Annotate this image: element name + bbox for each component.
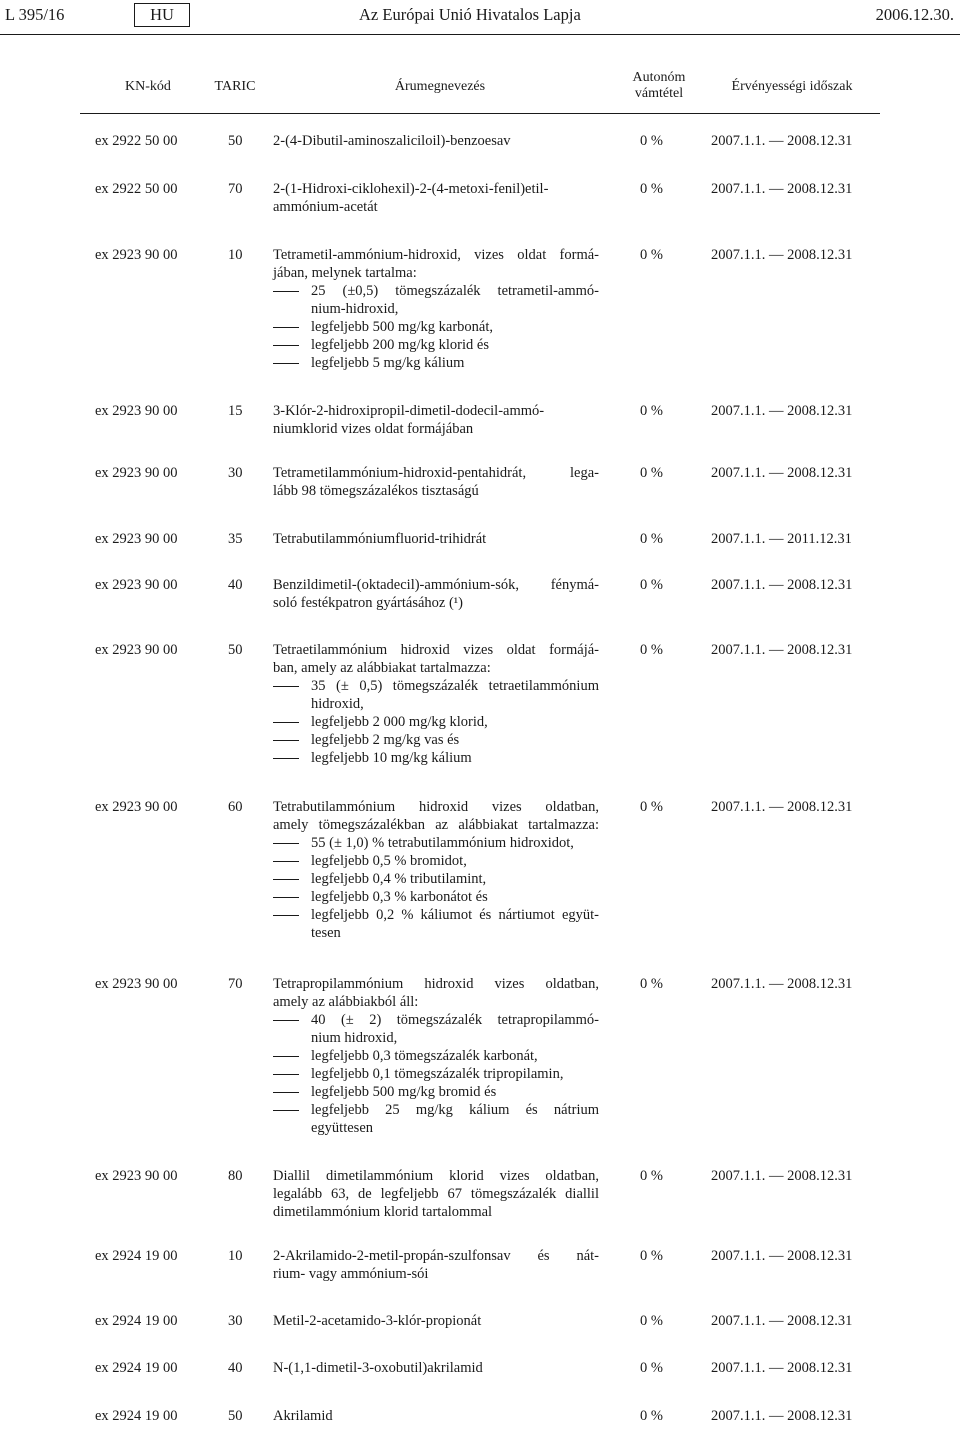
column-header-description: Árumegnevezés [394, 79, 486, 94]
validity-period-cell: 2007.1.1. — 2008.12.31 [711, 577, 853, 593]
description-line: jában, melynek tartalma: [273, 265, 417, 281]
dash-bullet-icon [273, 327, 299, 328]
validity-period-cell: 2007.1.1. — 2008.12.31 [711, 1313, 853, 1329]
taric-cell: 40 [228, 1360, 243, 1376]
duty-rate-cell: 0 % [640, 247, 663, 263]
page-reference: L 395/16 [5, 5, 65, 24]
description-list-item-line: 40 (± 2) tömegszázalék tetrapropilammó- [311, 1012, 599, 1028]
description-cell [273, 1247, 599, 1283]
kn-code-cell: ex 2923 90 00 [95, 247, 178, 263]
dash-bullet-icon [273, 345, 299, 346]
description-list-item-line: tesen [311, 925, 341, 941]
taric-cell: 70 [228, 181, 243, 197]
validity-period-cell: 2007.1.1. — 2008.12.31 [711, 247, 853, 263]
description-cell [273, 246, 599, 372]
description-line: Tetrapropilammónium hidroxid vizes oldatban, [273, 976, 599, 992]
description-list-item [273, 852, 599, 870]
taric-cell: 10 [228, 247, 243, 263]
validity-period-cell: 2007.1.1. — 2008.12.31 [711, 403, 853, 419]
description-list-item-line: 35 (± 0,5) tömegszázalék tetraetilammónium [311, 678, 599, 694]
description-list-item-line: legfeljebb 500 mg/kg karbonát, [311, 319, 494, 335]
description-cell [273, 530, 599, 548]
description-list-item-line: legfeljebb 10 mg/kg kálium [311, 750, 472, 766]
kn-code-cell: ex 2923 90 00 [95, 465, 178, 481]
duty-rate-cell: 0 % [640, 1360, 663, 1376]
duty-rate-cell: 0 % [640, 1408, 663, 1424]
validity-period-cell: 2007.1.1. — 2008.12.31 [711, 181, 853, 197]
column-header-duty-rate-line1: Autonóm [632, 70, 686, 85]
description-list-item [273, 1083, 599, 1101]
description-cell [273, 1167, 599, 1221]
description-cell [273, 402, 599, 438]
dash-bullet-icon [273, 879, 299, 880]
taric-cell: 70 [228, 976, 243, 992]
description-cell [273, 576, 599, 612]
dash-bullet-icon [273, 1074, 299, 1075]
taric-cell: 50 [228, 642, 243, 658]
kn-code-cell: ex 2923 90 00 [95, 976, 178, 992]
column-header-duty-rate-line2: vámtétel [634, 86, 684, 101]
description-list-item [273, 731, 599, 749]
description-list-item-line: legfeljebb 0,3 tömegszázalék karbonát, [311, 1048, 538, 1064]
validity-period-cell: 2007.1.1. — 2008.12.31 [711, 1168, 853, 1184]
taric-cell: 60 [228, 799, 243, 815]
description-cell [273, 464, 599, 500]
description-line: 2-Akrilamido-2-metil-propán-szulfonsav és nát- [273, 1248, 599, 1264]
duty-rate-cell: 0 % [640, 799, 663, 815]
dash-bullet-icon [273, 1020, 299, 1021]
kn-code-cell: ex 2923 90 00 [95, 799, 178, 815]
taric-cell: 50 [228, 1408, 243, 1424]
description-cell [273, 975, 599, 1137]
taric-cell: 10 [228, 1248, 243, 1264]
column-header-kn-code: KN-kód [125, 79, 171, 94]
taric-cell: 30 [228, 465, 243, 481]
description-line: soló festékpatron gyártásához (¹) [273, 595, 463, 611]
kn-code-cell: ex 2924 19 00 [95, 1360, 178, 1376]
description-line: dimetilammónium klorid tartalommal [273, 1204, 493, 1220]
dash-bullet-icon [273, 861, 299, 862]
table-header-divider [80, 113, 880, 114]
description-line: amely az alábbiakból áll: [273, 994, 419, 1010]
dash-bullet-icon [273, 758, 299, 759]
dash-bullet-icon [273, 291, 299, 292]
description-list-item [273, 318, 599, 336]
dash-bullet-icon [273, 1092, 299, 1093]
dash-bullet-icon [273, 740, 299, 741]
kn-code-cell: ex 2923 90 00 [95, 577, 178, 593]
description-line: Tetrabutilammóniumfluorid-trihidrát [273, 531, 487, 547]
language-badge: HU [134, 3, 190, 27]
dash-bullet-icon [273, 686, 299, 687]
description-cell [273, 641, 599, 767]
kn-code-cell: ex 2923 90 00 [95, 531, 178, 547]
description-line: 2-(4-Dibutil-aminoszaliciloil)-benzoesav [273, 133, 511, 149]
description-list-item-line: együttesen [311, 1120, 374, 1136]
kn-code-cell: ex 2924 19 00 [95, 1408, 178, 1424]
taric-cell: 30 [228, 1313, 243, 1329]
description-list-item [273, 834, 599, 852]
description-list-item-line: legfeljebb 5 mg/kg kálium [311, 355, 465, 371]
description-list-item [273, 713, 599, 731]
description-list-item-line: 55 (± 1,0) % tetrabutilammónium hidroxidot, [311, 835, 574, 851]
description-line: niumklorid vizes oldat formájában [273, 421, 474, 437]
page-header [0, 0, 960, 34]
description-list-item [273, 1101, 599, 1137]
description-list-item [273, 1047, 599, 1065]
description-line: legalább 63, de legfeljebb 67 tömegszázalék diallil [273, 1186, 599, 1202]
description-cell [273, 1312, 599, 1330]
description-list-item-line: legfeljebb 2 mg/kg vas és [311, 732, 460, 748]
kn-code-cell: ex 2922 50 00 [95, 133, 178, 149]
description-cell [273, 180, 599, 216]
validity-period-cell: 2007.1.1. — 2008.12.31 [711, 976, 853, 992]
description-list-item [273, 282, 599, 318]
description-cell [273, 1407, 599, 1425]
taric-cell: 35 [228, 531, 243, 547]
dash-bullet-icon [273, 363, 299, 364]
description-line: amely tömegszázalékban az alábbiakat tartalmazza: [273, 817, 599, 833]
description-list-item-line: legfeljebb 0,5 % bromidot, [311, 853, 467, 869]
description-line: ammónium-acetát [273, 199, 378, 215]
taric-cell: 40 [228, 577, 243, 593]
taric-cell: 15 [228, 403, 243, 419]
description-line: lább 98 tömegszázalékos tisztaságú [273, 483, 479, 499]
duty-rate-cell: 0 % [640, 403, 663, 419]
column-header-validity-period: Érvényességi időszak [731, 79, 853, 94]
column-header-taric: TARIC [214, 79, 256, 94]
description-cell [273, 798, 599, 942]
description-list-item-line: legfeljebb 25 mg/kg kálium és nátrium [311, 1102, 599, 1118]
duty-rate-cell: 0 % [640, 465, 663, 481]
description-line: ban, amely az alábbiakat tartalmazza: [273, 660, 491, 676]
description-list-item [273, 354, 599, 372]
duty-rate-cell: 0 % [640, 577, 663, 593]
description-list-item [273, 336, 599, 354]
description-list-item-line: legfeljebb 0,1 tömegszázalék tripropilamin, [311, 1066, 564, 1082]
dash-bullet-icon [273, 1110, 299, 1111]
column-header-duty-rate [619, 70, 699, 102]
description-list-item [273, 749, 599, 767]
description-line: 3-Klór-2-hidroxipropil-dimetil-dodecil-ammó- [273, 403, 545, 419]
duty-rate-cell: 0 % [640, 642, 663, 658]
description-list-item [273, 888, 599, 906]
duty-rate-cell: 0 % [640, 1248, 663, 1264]
description-line: Tetraetilammónium hidroxid vizes oldat formájá- [273, 642, 599, 658]
description-list-item-line: hidroxid, [311, 696, 364, 712]
description-list-item-line: 25 (±0,5) tömegszázalék tetrametil-ammó- [311, 283, 599, 299]
taric-cell: 80 [228, 1168, 243, 1184]
dash-bullet-icon [273, 897, 299, 898]
description-line: Akrilamid [273, 1408, 333, 1424]
kn-code-cell: ex 2924 19 00 [95, 1248, 178, 1264]
description-list-item [273, 870, 599, 888]
kn-code-cell: ex 2924 19 00 [95, 1313, 178, 1329]
description-line: N-(1,1-dimetil-3-oxobutil)akrilamid [273, 1360, 483, 1376]
description-line: rium- vagy ammónium-sói [273, 1266, 429, 1282]
taric-cell: 50 [228, 133, 243, 149]
description-line: Metil-2-acetamido-3-klór-propionát [273, 1313, 482, 1329]
description-list-item [273, 677, 599, 713]
validity-period-cell: 2007.1.1. — 2008.12.31 [711, 1360, 853, 1376]
validity-period-cell: 2007.1.1. — 2008.12.31 [711, 799, 853, 815]
description-list-item-line: nium hidroxid, [311, 1030, 398, 1046]
dash-bullet-icon [273, 722, 299, 723]
description-list-item-line: legfeljebb 200 mg/kg klorid és [311, 337, 489, 353]
dash-bullet-icon [273, 1056, 299, 1057]
validity-period-cell: 2007.1.1. — 2008.12.31 [711, 133, 853, 149]
description-cell [273, 1359, 599, 1377]
description-line: Diallil dimetilammónium klorid vizes oldatban, [273, 1168, 599, 1184]
duty-rate-cell: 0 % [640, 531, 663, 547]
description-list-item [273, 1065, 599, 1083]
duty-rate-cell: 0 % [640, 1313, 663, 1329]
duty-rate-cell: 0 % [640, 1168, 663, 1184]
kn-code-cell: ex 2922 50 00 [95, 181, 178, 197]
duty-rate-cell: 0 % [640, 181, 663, 197]
kn-code-cell: ex 2923 90 00 [95, 642, 178, 658]
description-list-item-line: legfeljebb 0,2 % káliumot és nártiumot együt- [311, 907, 599, 923]
kn-code-cell: ex 2923 90 00 [95, 1168, 178, 1184]
description-line: 2-(1-Hidroxi-ciklohexil)-2-(4-metoxi-fenil)etil- [273, 181, 549, 197]
dash-bullet-icon [273, 843, 299, 844]
dash-bullet-icon [273, 915, 299, 916]
validity-period-cell: 2007.1.1. — 2008.12.31 [711, 642, 853, 658]
description-line: Tetrametil-ammónium-hidroxid, vizes oldat formá- [273, 247, 599, 263]
description-list-item-line: legfeljebb 0,4 % tributilamint, [311, 871, 487, 887]
description-line: Tetrabutilammónium hidroxid vizes oldatban, [273, 799, 599, 815]
duty-rate-cell: 0 % [640, 976, 663, 992]
description-list-item-line: legfeljebb 0,3 % karbonátot és [311, 889, 488, 905]
publication-date: 2006.12.30. [875, 5, 954, 24]
description-list-item-line: nium-hidroxid, [311, 301, 399, 317]
description-list-item-line: legfeljebb 500 mg/kg bromid és [311, 1084, 497, 1100]
validity-period-cell: 2007.1.1. — 2008.12.31 [711, 1408, 853, 1424]
description-cell [273, 132, 599, 150]
validity-period-cell: 2007.1.1. — 2008.12.31 [711, 465, 853, 481]
description-line: Benzildimetil-(oktadecil)-ammónium-sók, fénymá- [273, 577, 599, 593]
description-list-item [273, 1011, 599, 1047]
description-list-item-line: legfeljebb 2 000 mg/kg klorid, [311, 714, 488, 730]
header-divider [0, 34, 960, 35]
duty-rate-cell: 0 % [640, 133, 663, 149]
validity-period-cell: 2007.1.1. — 2011.12.31 [711, 531, 852, 547]
description-line: Tetrametilammónium-hidroxid-pentahidrát, lega- [273, 465, 599, 481]
validity-period-cell: 2007.1.1. — 2008.12.31 [711, 1248, 853, 1264]
kn-code-cell: ex 2923 90 00 [95, 403, 178, 419]
description-list-item [273, 906, 599, 942]
journal-title: Az Európai Unió Hivatalos Lapja [359, 5, 581, 24]
